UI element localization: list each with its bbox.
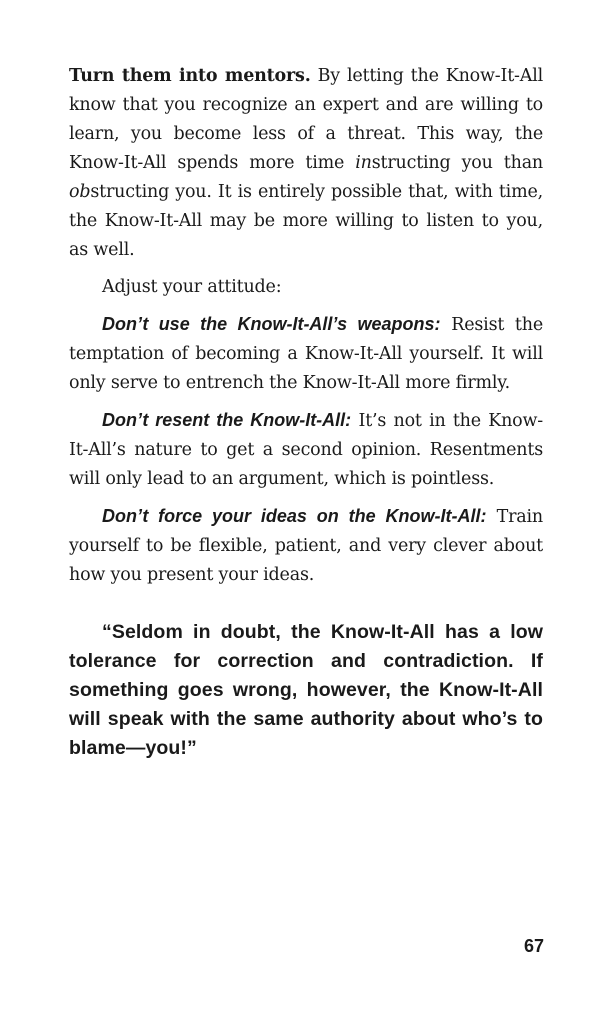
emphasis-in: in [355, 153, 372, 173]
heading-dont-force-ideas: Don’t force your ideas on the Know-It-All: [102, 506, 487, 526]
heading-turn-into-mentors: Turn them into mentors. [69, 66, 311, 86]
paragraph-turn-into-mentors [69, 62, 543, 265]
resent-text: It’s not in the Know-It-All’s nature to get a second opinion. Resentments will only lead to an argument, which is pointless. [69, 411, 544, 489]
mentors-text-3: structing you. It is entirely possible that, with time, the Know-It-All may be more willing to listen to you, as well. [69, 182, 543, 260]
mentors-text-2: structing you than [371, 153, 543, 173]
heading-dont-use-weapons: Don’t use the Know-It-All’s weapons: [102, 314, 441, 334]
pull-quote: “Seldom in doubt, the Know-It-All has a low tolerance for correction and contradiction. If something goes wrong, however, the Know-It-All will speak with the same authority about who’s to blame—you!” [69, 621, 543, 759]
force-text: Train yourself to be flexible, patient, and very clever about how you present your ideas. [69, 507, 544, 585]
paragraph-dont-force-ideas [69, 502, 543, 590]
page-body [69, 62, 543, 763]
paragraph-dont-resent [69, 406, 543, 494]
mentors-text-1: By letting the Know-It-All know that you recognize an expert and are willing to learn, you become less of a threat. This way, the Know-It-All spends more time [69, 66, 544, 173]
heading-dont-resent: Don’t resent the Know-It-All: [102, 410, 352, 430]
emphasis-ob: ob [69, 182, 91, 202]
weapons-text: Resist the temptation of becoming a Know-It-All yourself. It will only serve to entrench the Know-It-All more firmly. [69, 315, 543, 393]
page-number: 67 [523, 936, 544, 956]
paragraph-dont-use-weapons [69, 310, 543, 398]
paragraph-adjust-attitude: Adjust your attitude: [102, 277, 282, 297]
